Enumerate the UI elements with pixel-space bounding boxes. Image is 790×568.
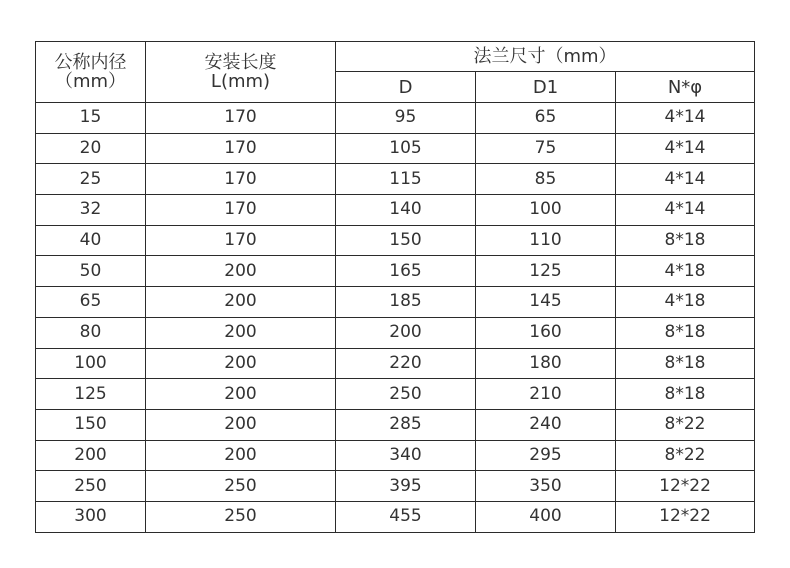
table-row <box>36 471 755 502</box>
cell-flange-d1: 210 <box>476 379 616 410</box>
cell-install-length: 200 <box>146 256 336 287</box>
cell-flange-d: 395 <box>336 471 476 502</box>
cell-nominal-diameter: 200 <box>36 440 146 471</box>
cell-install-length: 170 <box>146 133 336 164</box>
cell-flange-bolts: 8*18 <box>616 348 755 379</box>
table-row <box>36 440 755 471</box>
header-flange-d: D <box>336 72 476 103</box>
cell-flange-bolts: 12*22 <box>616 501 755 532</box>
cell-flange-bolts: 8*22 <box>616 440 755 471</box>
header-nominal-diameter-unit: （mm） <box>54 71 127 92</box>
cell-flange-d1: 160 <box>476 317 616 348</box>
cell-nominal-diameter: 250 <box>36 471 146 502</box>
table-row <box>36 256 755 287</box>
cell-flange-d1: 110 <box>476 225 616 256</box>
table-row <box>36 317 755 348</box>
cell-nominal-diameter: 25 <box>36 164 146 195</box>
table-row <box>36 164 755 195</box>
cell-install-length: 170 <box>146 225 336 256</box>
table-header <box>36 42 755 103</box>
cell-flange-d: 150 <box>336 225 476 256</box>
header-install-length <box>146 42 336 103</box>
cell-nominal-diameter: 150 <box>36 409 146 440</box>
header-install-length-unit: L(mm) <box>210 71 271 92</box>
cell-flange-d: 455 <box>336 501 476 532</box>
cell-flange-d1: 100 <box>476 195 616 226</box>
cell-flange-d1: 65 <box>476 103 616 134</box>
cell-nominal-diameter: 100 <box>36 348 146 379</box>
cell-install-length: 200 <box>146 348 336 379</box>
cell-flange-bolts: 4*14 <box>616 164 755 195</box>
cell-install-length: 200 <box>146 317 336 348</box>
cell-flange-bolts: 4*14 <box>616 133 755 164</box>
header-install-length-label: 安装长度 <box>204 52 277 73</box>
cell-nominal-diameter: 40 <box>36 225 146 256</box>
table-row <box>36 348 755 379</box>
cell-flange-d1: 350 <box>476 471 616 502</box>
table-row <box>36 409 755 440</box>
table-row <box>36 103 755 134</box>
cell-flange-bolts: 8*18 <box>616 317 755 348</box>
cell-flange-d: 285 <box>336 409 476 440</box>
cell-nominal-diameter: 15 <box>36 103 146 134</box>
cell-flange-d1: 145 <box>476 287 616 318</box>
cell-flange-d: 165 <box>336 256 476 287</box>
header-row-top <box>36 42 755 72</box>
cell-flange-d: 185 <box>336 287 476 318</box>
header-flange-d1: D1 <box>476 72 616 103</box>
table-row <box>36 133 755 164</box>
header-nominal-diameter-label: 公称内径 <box>54 52 127 73</box>
cell-flange-bolts: 4*18 <box>616 287 755 318</box>
cell-nominal-diameter: 50 <box>36 256 146 287</box>
cell-flange-bolts: 8*18 <box>616 379 755 410</box>
cell-flange-d: 340 <box>336 440 476 471</box>
cell-nominal-diameter: 65 <box>36 287 146 318</box>
cell-flange-bolts: 12*22 <box>616 471 755 502</box>
header-flange-bolts: N*φ <box>616 72 755 103</box>
cell-install-length: 200 <box>146 409 336 440</box>
cell-flange-bolts: 4*14 <box>616 195 755 226</box>
cell-install-length: 200 <box>146 440 336 471</box>
header-flange-size: 法兰尺寸（mm） <box>336 42 755 72</box>
cell-flange-bolts: 4*18 <box>616 256 755 287</box>
cell-nominal-diameter: 20 <box>36 133 146 164</box>
cell-install-length: 200 <box>146 379 336 410</box>
cell-flange-d1: 295 <box>476 440 616 471</box>
cell-flange-d: 250 <box>336 379 476 410</box>
cell-install-length: 200 <box>146 287 336 318</box>
table-row <box>36 501 755 532</box>
cell-flange-bolts: 8*18 <box>616 225 755 256</box>
cell-flange-d1: 240 <box>476 409 616 440</box>
cell-install-length: 170 <box>146 195 336 226</box>
cell-flange-d: 140 <box>336 195 476 226</box>
cell-flange-d1: 85 <box>476 164 616 195</box>
header-nominal-diameter <box>36 42 146 103</box>
cell-flange-d1: 180 <box>476 348 616 379</box>
cell-nominal-diameter: 125 <box>36 379 146 410</box>
cell-flange-d: 115 <box>336 164 476 195</box>
cell-flange-d: 105 <box>336 133 476 164</box>
cell-install-length: 250 <box>146 471 336 502</box>
table-row <box>36 225 755 256</box>
table-row <box>36 287 755 318</box>
cell-install-length: 170 <box>146 103 336 134</box>
table-row <box>36 195 755 226</box>
cell-install-length: 170 <box>146 164 336 195</box>
cell-flange-bolts: 8*22 <box>616 409 755 440</box>
cell-flange-d1: 75 <box>476 133 616 164</box>
cell-flange-d1: 125 <box>476 256 616 287</box>
cell-nominal-diameter: 300 <box>36 501 146 532</box>
cell-nominal-diameter: 80 <box>36 317 146 348</box>
cell-install-length: 250 <box>146 501 336 532</box>
table-row <box>36 379 755 410</box>
cell-flange-d: 200 <box>336 317 476 348</box>
table-body <box>36 103 755 533</box>
cell-flange-d: 95 <box>336 103 476 134</box>
cell-flange-d1: 400 <box>476 501 616 532</box>
cell-flange-bolts: 4*14 <box>616 103 755 134</box>
cell-nominal-diameter: 32 <box>36 195 146 226</box>
flange-dimension-table <box>35 41 755 533</box>
cell-flange-d: 220 <box>336 348 476 379</box>
